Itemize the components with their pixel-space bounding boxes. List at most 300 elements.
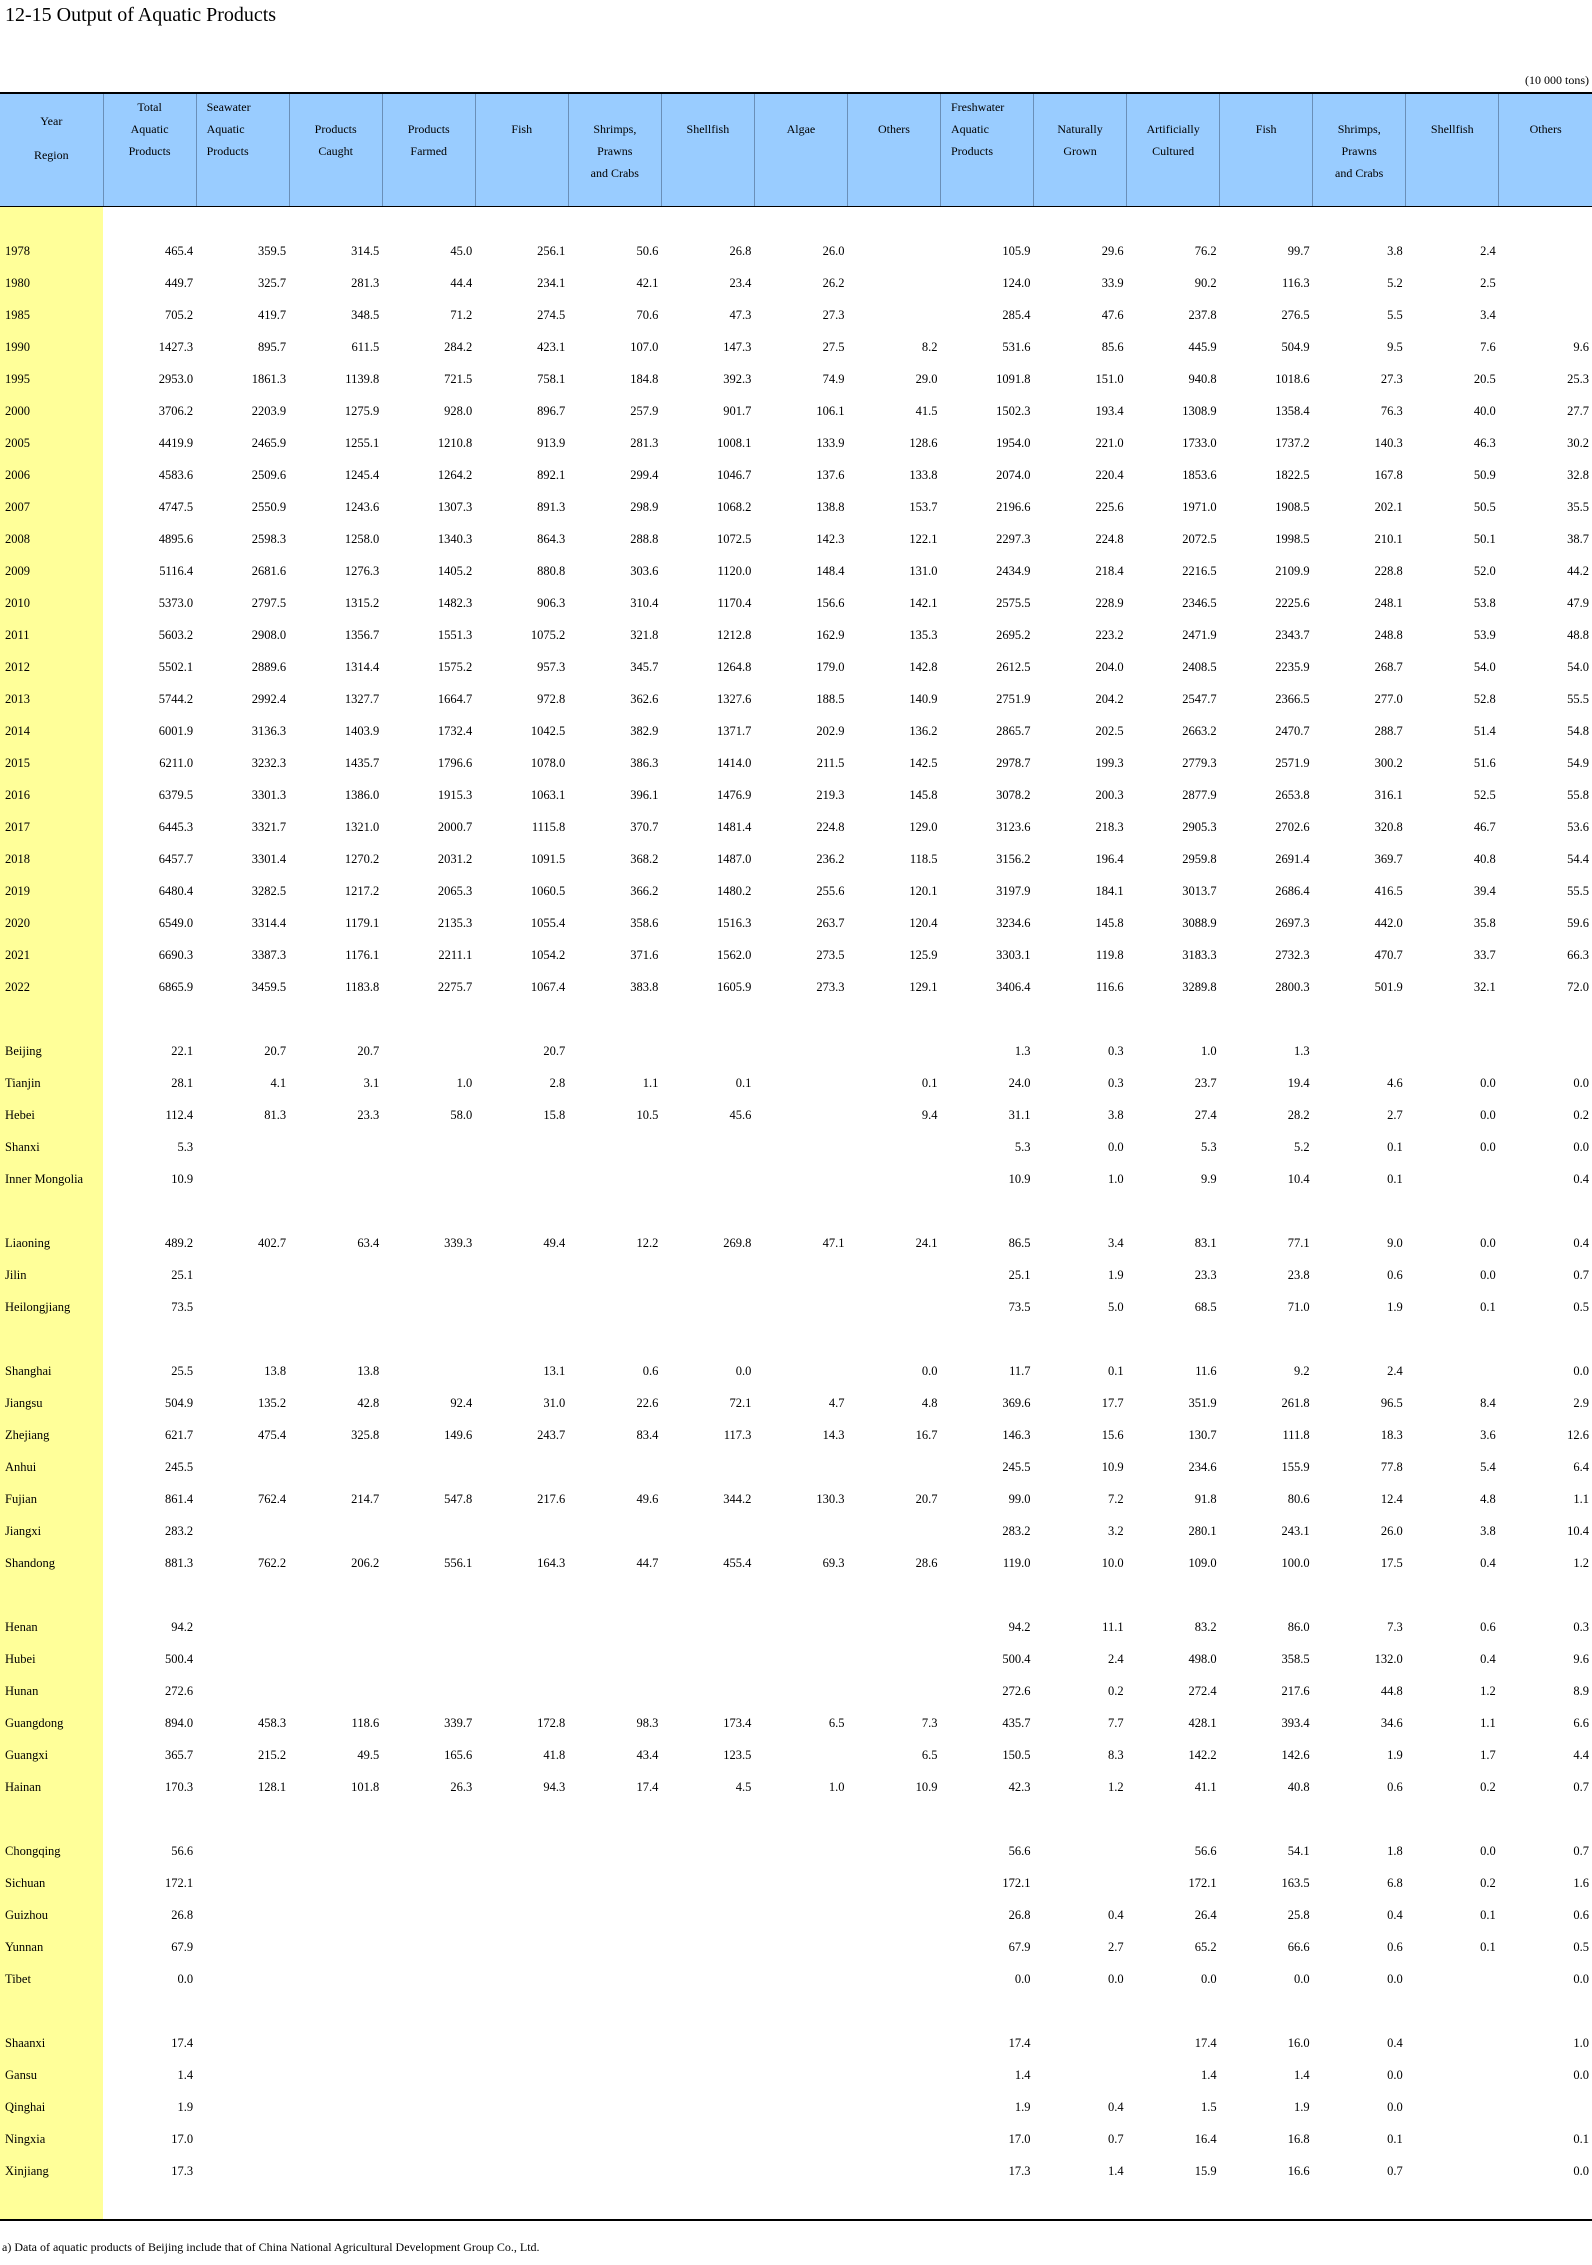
table-cell: 4.5 (735, 1779, 752, 1794)
table-cell: 6.5 (921, 1747, 938, 1762)
table-cell: 1255.1 (344, 435, 380, 450)
table-cell: 98.3 (636, 1715, 659, 1730)
table-cell: 119.8 (1095, 947, 1124, 962)
table-cell (754, 1867, 847, 1899)
table-cell (289, 1963, 382, 1995)
table-cell (661, 2027, 754, 2059)
table-cell: 321.8 (630, 627, 659, 642)
spacer-cell (847, 1195, 940, 1227)
spacer-cell (661, 1195, 754, 1227)
table-cell: 895.7 (258, 339, 287, 354)
table-cell: 2203.9 (251, 403, 287, 418)
table-cell: 131.0 (909, 563, 938, 578)
spacer-row (0, 1195, 1592, 1227)
table-cell: 2275.7 (437, 979, 473, 994)
table-cell: 3234.6 (996, 915, 1031, 930)
table-cell: 1.4 (1201, 2067, 1217, 2082)
table-cell: 1954.0 (996, 435, 1031, 450)
table-cell: 17.3 (171, 2163, 194, 2178)
table-cell (382, 1675, 475, 1707)
spacer-cell (847, 1003, 940, 1035)
table-cell: 0.6 (1387, 1267, 1403, 1282)
table-cell: 428.1 (1188, 1715, 1217, 1730)
table-cell: 396.1 (630, 787, 659, 802)
spacer-cell (196, 1579, 289, 1611)
table-cell: 129.0 (909, 819, 938, 834)
table-cell: 17.7 (1101, 1395, 1124, 1410)
table-cell: 0.1 (921, 1075, 938, 1090)
table-cell (568, 1515, 661, 1547)
table-row (0, 459, 1592, 491)
table-cell: 0.3 (1573, 1619, 1589, 1634)
spacer-cell (940, 2187, 1033, 2220)
table-cell: 150.5 (1002, 1747, 1031, 1762)
table-cell: 31.1 (1008, 1107, 1031, 1122)
spacer-cell (568, 1195, 661, 1227)
header-products-caught: Products Caught (289, 93, 382, 207)
spacer-cell (1406, 1579, 1499, 1611)
table-cell (289, 2123, 382, 2155)
table-cell: 47.1 (822, 1235, 845, 1250)
spacer-cell (475, 1003, 568, 1035)
table-cell (196, 1643, 289, 1675)
table-cell: 123.5 (723, 1747, 752, 1762)
table-cell: 210.1 (1374, 531, 1403, 546)
spacer-row (0, 1323, 1592, 1355)
table-cell: 31.0 (543, 1395, 566, 1410)
header-sea-shrimps: Shrimps, Prawns and Crabs (568, 93, 661, 207)
spacer-cell (382, 1995, 475, 2027)
table-cell (661, 1163, 754, 1195)
table-cell (196, 2059, 289, 2091)
table-cell (754, 1067, 847, 1099)
table-cell: 449.7 (164, 275, 194, 290)
row-label: Jiangxi (0, 1515, 103, 1547)
spacer-cell (940, 1803, 1033, 1835)
table-cell: 45.0 (450, 243, 473, 258)
spacer-cell (940, 1195, 1033, 1227)
table-cell: 2235.9 (1275, 659, 1310, 674)
table-cell: 142.3 (816, 531, 845, 546)
table-cell: 7.7 (1107, 1715, 1124, 1730)
table-cell: 2681.6 (251, 563, 287, 578)
table-cell (661, 2123, 754, 2155)
table-cell (568, 1835, 661, 1867)
table-cell: 1.8 (1387, 1843, 1403, 1858)
table-cell: 23.3 (1194, 1267, 1217, 1282)
table-cell (754, 1451, 847, 1483)
table-cell: 940.8 (1188, 371, 1217, 386)
table-cell: 300.2 (1374, 755, 1403, 770)
table-cell (475, 1675, 568, 1707)
table-row (0, 1963, 1592, 1995)
table-cell (475, 2091, 568, 2123)
table-cell (754, 1163, 847, 1195)
table-cell: 50.1 (1473, 531, 1496, 546)
table-cell: 39.4 (1473, 883, 1496, 898)
table-cell: 17.0 (1008, 2131, 1031, 2146)
table-cell: 3.4 (1480, 307, 1496, 322)
table-cell: 112.4 (165, 1107, 194, 1122)
table-cell: 881.3 (164, 1555, 194, 1570)
table-cell: 26.3 (450, 1779, 473, 1794)
table-cell: 55.5 (1567, 691, 1589, 706)
row-label: Liaoning (0, 1227, 103, 1259)
table-cell (289, 1163, 382, 1195)
table-cell: 3303.1 (996, 947, 1031, 962)
spacer-cell (0, 207, 103, 236)
table-cell (661, 1643, 754, 1675)
table-cell (382, 2027, 475, 2059)
table-cell: 3459.5 (251, 979, 287, 994)
table-cell: 1.0 (1107, 1171, 1124, 1186)
table-cell: 2800.3 (1275, 979, 1310, 994)
table-cell: 2695.2 (996, 627, 1031, 642)
table-cell: 1.4 (177, 2067, 194, 2082)
table-cell: 117.3 (723, 1427, 752, 1442)
table-cell: 2992.4 (251, 691, 287, 706)
table-cell: 17.4 (636, 1779, 659, 1794)
table-cell (1499, 267, 1592, 299)
table-cell: 67.9 (171, 1939, 194, 1954)
table-cell: 7.2 (1107, 1491, 1124, 1506)
table-cell: 76.2 (1194, 243, 1217, 258)
table-cell: 314.5 (351, 243, 380, 258)
table-cell: 0.6 (1387, 1939, 1403, 1954)
spacer-cell (568, 1995, 661, 2027)
table-cell: 81.3 (264, 1107, 287, 1122)
table-row (0, 1067, 1592, 1099)
table-cell: 145.8 (1095, 915, 1124, 930)
table-cell: 1.6 (1573, 1875, 1589, 1890)
table-cell: 5.3 (177, 1139, 194, 1154)
spacer-cell (940, 1995, 1033, 2027)
table-cell: 1.3 (1014, 1043, 1031, 1058)
table-cell: 1481.4 (717, 819, 752, 834)
table-cell (847, 2123, 940, 2155)
table-cell: 140.9 (909, 691, 938, 706)
table-cell: 128.6 (909, 435, 938, 450)
table-cell: 455.4 (723, 1555, 752, 1570)
row-label: 2006 (0, 459, 103, 491)
spacer-cell (382, 1003, 475, 1035)
table-cell: 165.6 (444, 1747, 473, 1762)
spacer-cell (1406, 1995, 1499, 2027)
row-label: Shandong (0, 1547, 103, 1579)
table-cell: 861.4 (164, 1491, 194, 1506)
table-cell: 219.3 (816, 787, 845, 802)
spacer-cell (1499, 1003, 1592, 1035)
table-cell: 1.9 (177, 2099, 194, 2114)
spacer-cell (1313, 1003, 1406, 1035)
table-cell (289, 1899, 382, 1931)
spacer-cell (475, 1323, 568, 1355)
table-cell: 46.7 (1473, 819, 1496, 834)
table-cell: 52.8 (1473, 691, 1496, 706)
table-cell: 423.1 (537, 339, 566, 354)
table-cell (568, 2155, 661, 2187)
table-cell: 221.0 (1095, 435, 1124, 450)
table-cell: 199.3 (1095, 755, 1124, 770)
table-cell: 762.2 (258, 1555, 287, 1570)
table-cell: 263.7 (816, 915, 845, 930)
table-row (0, 1835, 1592, 1867)
table-cell: 4583.6 (158, 467, 194, 482)
spacer-cell (1499, 1803, 1592, 1835)
table-cell: 94.2 (171, 1619, 194, 1634)
table-cell: 1055.4 (530, 915, 566, 930)
table-cell: 22.1 (171, 1043, 194, 1058)
table-cell (847, 1899, 940, 1931)
spacer-cell (661, 1803, 754, 1835)
table-cell: 11.1 (1102, 1619, 1124, 1634)
table-cell: 10.0 (1101, 1555, 1124, 1570)
table-cell: 419.7 (258, 307, 287, 322)
spacer-cell (1499, 207, 1592, 236)
spacer-cell (1499, 1323, 1592, 1355)
table-cell: 2434.9 (996, 563, 1031, 578)
table-cell: 142.6 (1281, 1747, 1310, 1762)
row-label: 2017 (0, 811, 103, 843)
table-row (0, 875, 1592, 907)
table-row (0, 715, 1592, 747)
table-cell (196, 1163, 289, 1195)
table-cell: 28.1 (171, 1075, 194, 1090)
table-cell: 17.4 (171, 2035, 194, 2050)
table-cell (382, 1963, 475, 1995)
table-cell: 41.5 (915, 403, 938, 418)
table-cell: 56.6 (1008, 1843, 1031, 1858)
table-cell: 118.6 (351, 1715, 380, 1730)
table-cell: 273.5 (816, 947, 845, 962)
table-cell (847, 1163, 940, 1195)
table-cell: 1.9 (1387, 1747, 1403, 1762)
table-cell: 2346.5 (1182, 595, 1217, 610)
table-cell: 1435.7 (344, 755, 380, 770)
table-cell: 218.4 (1095, 563, 1124, 578)
table-cell: 26.4 (1194, 1907, 1217, 1922)
spacer-cell (289, 1323, 382, 1355)
row-label: Tibet (0, 1963, 103, 1995)
table-cell: 142.5 (909, 755, 938, 770)
table-cell: 0.1 (1480, 1939, 1496, 1954)
table-cell: 211.5 (816, 755, 845, 770)
spacer-cell (103, 1995, 196, 2027)
table-cell (289, 1611, 382, 1643)
table-cell: 547.8 (444, 1491, 473, 1506)
spacer-cell (1127, 2187, 1220, 2220)
unit-note: (10 000 tons) (1525, 73, 1589, 87)
table-cell: 13.8 (357, 1363, 380, 1378)
table-cell (847, 2091, 940, 2123)
table-cell: 1356.7 (344, 627, 380, 642)
table-cell: 179.0 (816, 659, 845, 674)
table-cell (754, 1931, 847, 1963)
table-cell: 445.9 (1188, 339, 1217, 354)
table-cell (382, 1131, 475, 1163)
table-cell: 153.7 (909, 499, 938, 514)
table-cell: 2072.5 (1182, 531, 1217, 546)
table-cell: 172.1 (1002, 1875, 1031, 1890)
table-cell: 1476.9 (717, 787, 752, 802)
spacer-cell (754, 1195, 847, 1227)
table-cell: 0.2 (1480, 1779, 1496, 1794)
table-cell (475, 1163, 568, 1195)
table-cell: 85.6 (1101, 339, 1124, 354)
table-cell: 2509.6 (251, 467, 287, 482)
row-label: 2008 (0, 523, 103, 555)
table-cell (847, 1259, 940, 1291)
spacer-row (0, 1803, 1592, 1835)
table-cell (475, 2155, 568, 2187)
table-cell (1406, 2155, 1499, 2187)
spacer-cell (661, 1003, 754, 1035)
row-label: Hainan (0, 1771, 103, 1803)
table-cell: 475.4 (258, 1427, 287, 1442)
table-cell: 2366.5 (1275, 691, 1310, 706)
spacer-cell (1313, 1579, 1406, 1611)
table-cell: 705.2 (164, 307, 194, 322)
table-cell: 200.3 (1095, 787, 1124, 802)
table-cell (289, 1931, 382, 1963)
table-row (0, 2155, 1592, 2187)
table-cell (754, 2123, 847, 2155)
table-cell: 10.9 (1008, 1171, 1031, 1186)
table-cell: 54.9 (1567, 755, 1589, 770)
table-cell: 621.7 (164, 1427, 194, 1442)
table-cell: 2.8 (549, 1075, 566, 1090)
table-cell (568, 1675, 661, 1707)
table-cell: 1.9 (1014, 2099, 1031, 2114)
table-cell: 122.1 (909, 531, 938, 546)
table-cell: 0.7 (1573, 1267, 1589, 1282)
spacer-cell (0, 1803, 103, 1835)
table-cell: 9.5 (1387, 339, 1403, 354)
table-row (0, 1131, 1592, 1163)
table-cell: 1264.2 (437, 467, 473, 482)
table-cell: 29.0 (915, 371, 938, 386)
table-cell: 50.5 (1473, 499, 1496, 514)
spacer-cell (0, 1995, 103, 2027)
table-cell (289, 1675, 382, 1707)
table-cell: 8.9 (1573, 1683, 1589, 1698)
table-cell: 721.5 (444, 371, 473, 386)
table-cell: 44.2 (1567, 563, 1589, 578)
table-cell: 4.8 (921, 1395, 938, 1410)
table-cell: 27.3 (1380, 371, 1403, 386)
table-cell: 73.5 (1008, 1299, 1031, 1314)
table-cell: 1516.3 (717, 915, 752, 930)
table-row (0, 1259, 1592, 1291)
spacer-cell (754, 1003, 847, 1035)
table-cell: 362.6 (630, 691, 659, 706)
table-cell: 261.8 (1281, 1395, 1310, 1410)
table-cell: 276.5 (1281, 307, 1310, 322)
table-cell: 56.6 (1194, 1843, 1217, 1858)
table-cell: 272.4 (1188, 1683, 1217, 1698)
table-cell: 237.8 (1188, 307, 1217, 322)
table-cell: 345.7 (630, 659, 659, 674)
table-cell: 1861.3 (251, 371, 287, 386)
table-cell (754, 1515, 847, 1547)
table-cell: 26.8 (1008, 1907, 1031, 1922)
table-cell (847, 267, 940, 299)
table-cell (568, 2027, 661, 2059)
table-cell (1499, 1035, 1592, 1067)
table-cell: 1733.0 (1182, 435, 1217, 450)
table-cell: 611.5 (351, 339, 380, 354)
table-cell (382, 1259, 475, 1291)
table-cell (475, 1931, 568, 1963)
table-cell: 170.3 (164, 1779, 194, 1794)
table-row (0, 427, 1592, 459)
table-cell: 67.9 (1008, 1939, 1031, 1954)
table-cell: 0.6 (642, 1363, 659, 1378)
table-cell: 281.3 (351, 275, 380, 290)
table-cell: 0.0 (1387, 2067, 1403, 2082)
table-row (0, 907, 1592, 939)
table-cell: 173.4 (723, 1715, 752, 1730)
table-cell: 10.5 (636, 1107, 659, 1122)
table-cell: 1068.2 (717, 499, 752, 514)
table-cell: 2.4 (1480, 243, 1496, 258)
table-cell: 214.7 (351, 1491, 380, 1506)
table-cell (661, 1675, 754, 1707)
table-cell: 0.0 (1480, 1107, 1496, 1122)
table-cell: 20.7 (543, 1043, 566, 1058)
table-cell (475, 1259, 568, 1291)
table-cell: 1264.8 (717, 659, 752, 674)
table-cell (1034, 1867, 1127, 1899)
table-cell: 310.4 (630, 595, 659, 610)
table-cell: 51.6 (1473, 755, 1496, 770)
table-cell: 1403.9 (344, 723, 380, 738)
spacer-cell (661, 1579, 754, 1611)
table-cell: 236.2 (816, 851, 845, 866)
table-cell: 33.9 (1101, 275, 1124, 290)
table-cell (382, 1451, 475, 1483)
table-cell: 13.8 (264, 1363, 287, 1378)
spacer-row (0, 1579, 1592, 1611)
table-cell (196, 2155, 289, 2187)
table-cell: 458.3 (258, 1715, 287, 1730)
table-cell: 6457.7 (158, 851, 194, 866)
table-cell: 3.8 (1107, 1107, 1124, 1122)
table-cell: 30.2 (1567, 435, 1589, 450)
table-cell: 27.3 (822, 307, 845, 322)
table-cell: 255.6 (816, 883, 845, 898)
table-row (0, 651, 1592, 683)
row-label: 2010 (0, 587, 103, 619)
table-cell: 891.3 (537, 499, 566, 514)
spacer-cell (0, 1579, 103, 1611)
table-cell: 0.5 (1573, 1939, 1589, 1954)
table-cell: 896.7 (537, 403, 566, 418)
table-cell: 25.8 (1287, 1907, 1310, 1922)
table-cell: 1042.5 (530, 723, 566, 738)
spacer-cell (568, 207, 661, 236)
spacer-cell (196, 1195, 289, 1227)
table-cell: 5.2 (1387, 275, 1403, 290)
table-cell: 369.6 (1002, 1395, 1031, 1410)
table-cell: 118.5 (909, 851, 938, 866)
table-row (0, 1867, 1592, 1899)
table-cell: 1.3 (1294, 1043, 1310, 1058)
table-cell: 1737.2 (1275, 435, 1310, 450)
table-row (0, 587, 1592, 619)
table-cell: 325.8 (351, 1427, 380, 1442)
table-row (0, 1643, 1592, 1675)
